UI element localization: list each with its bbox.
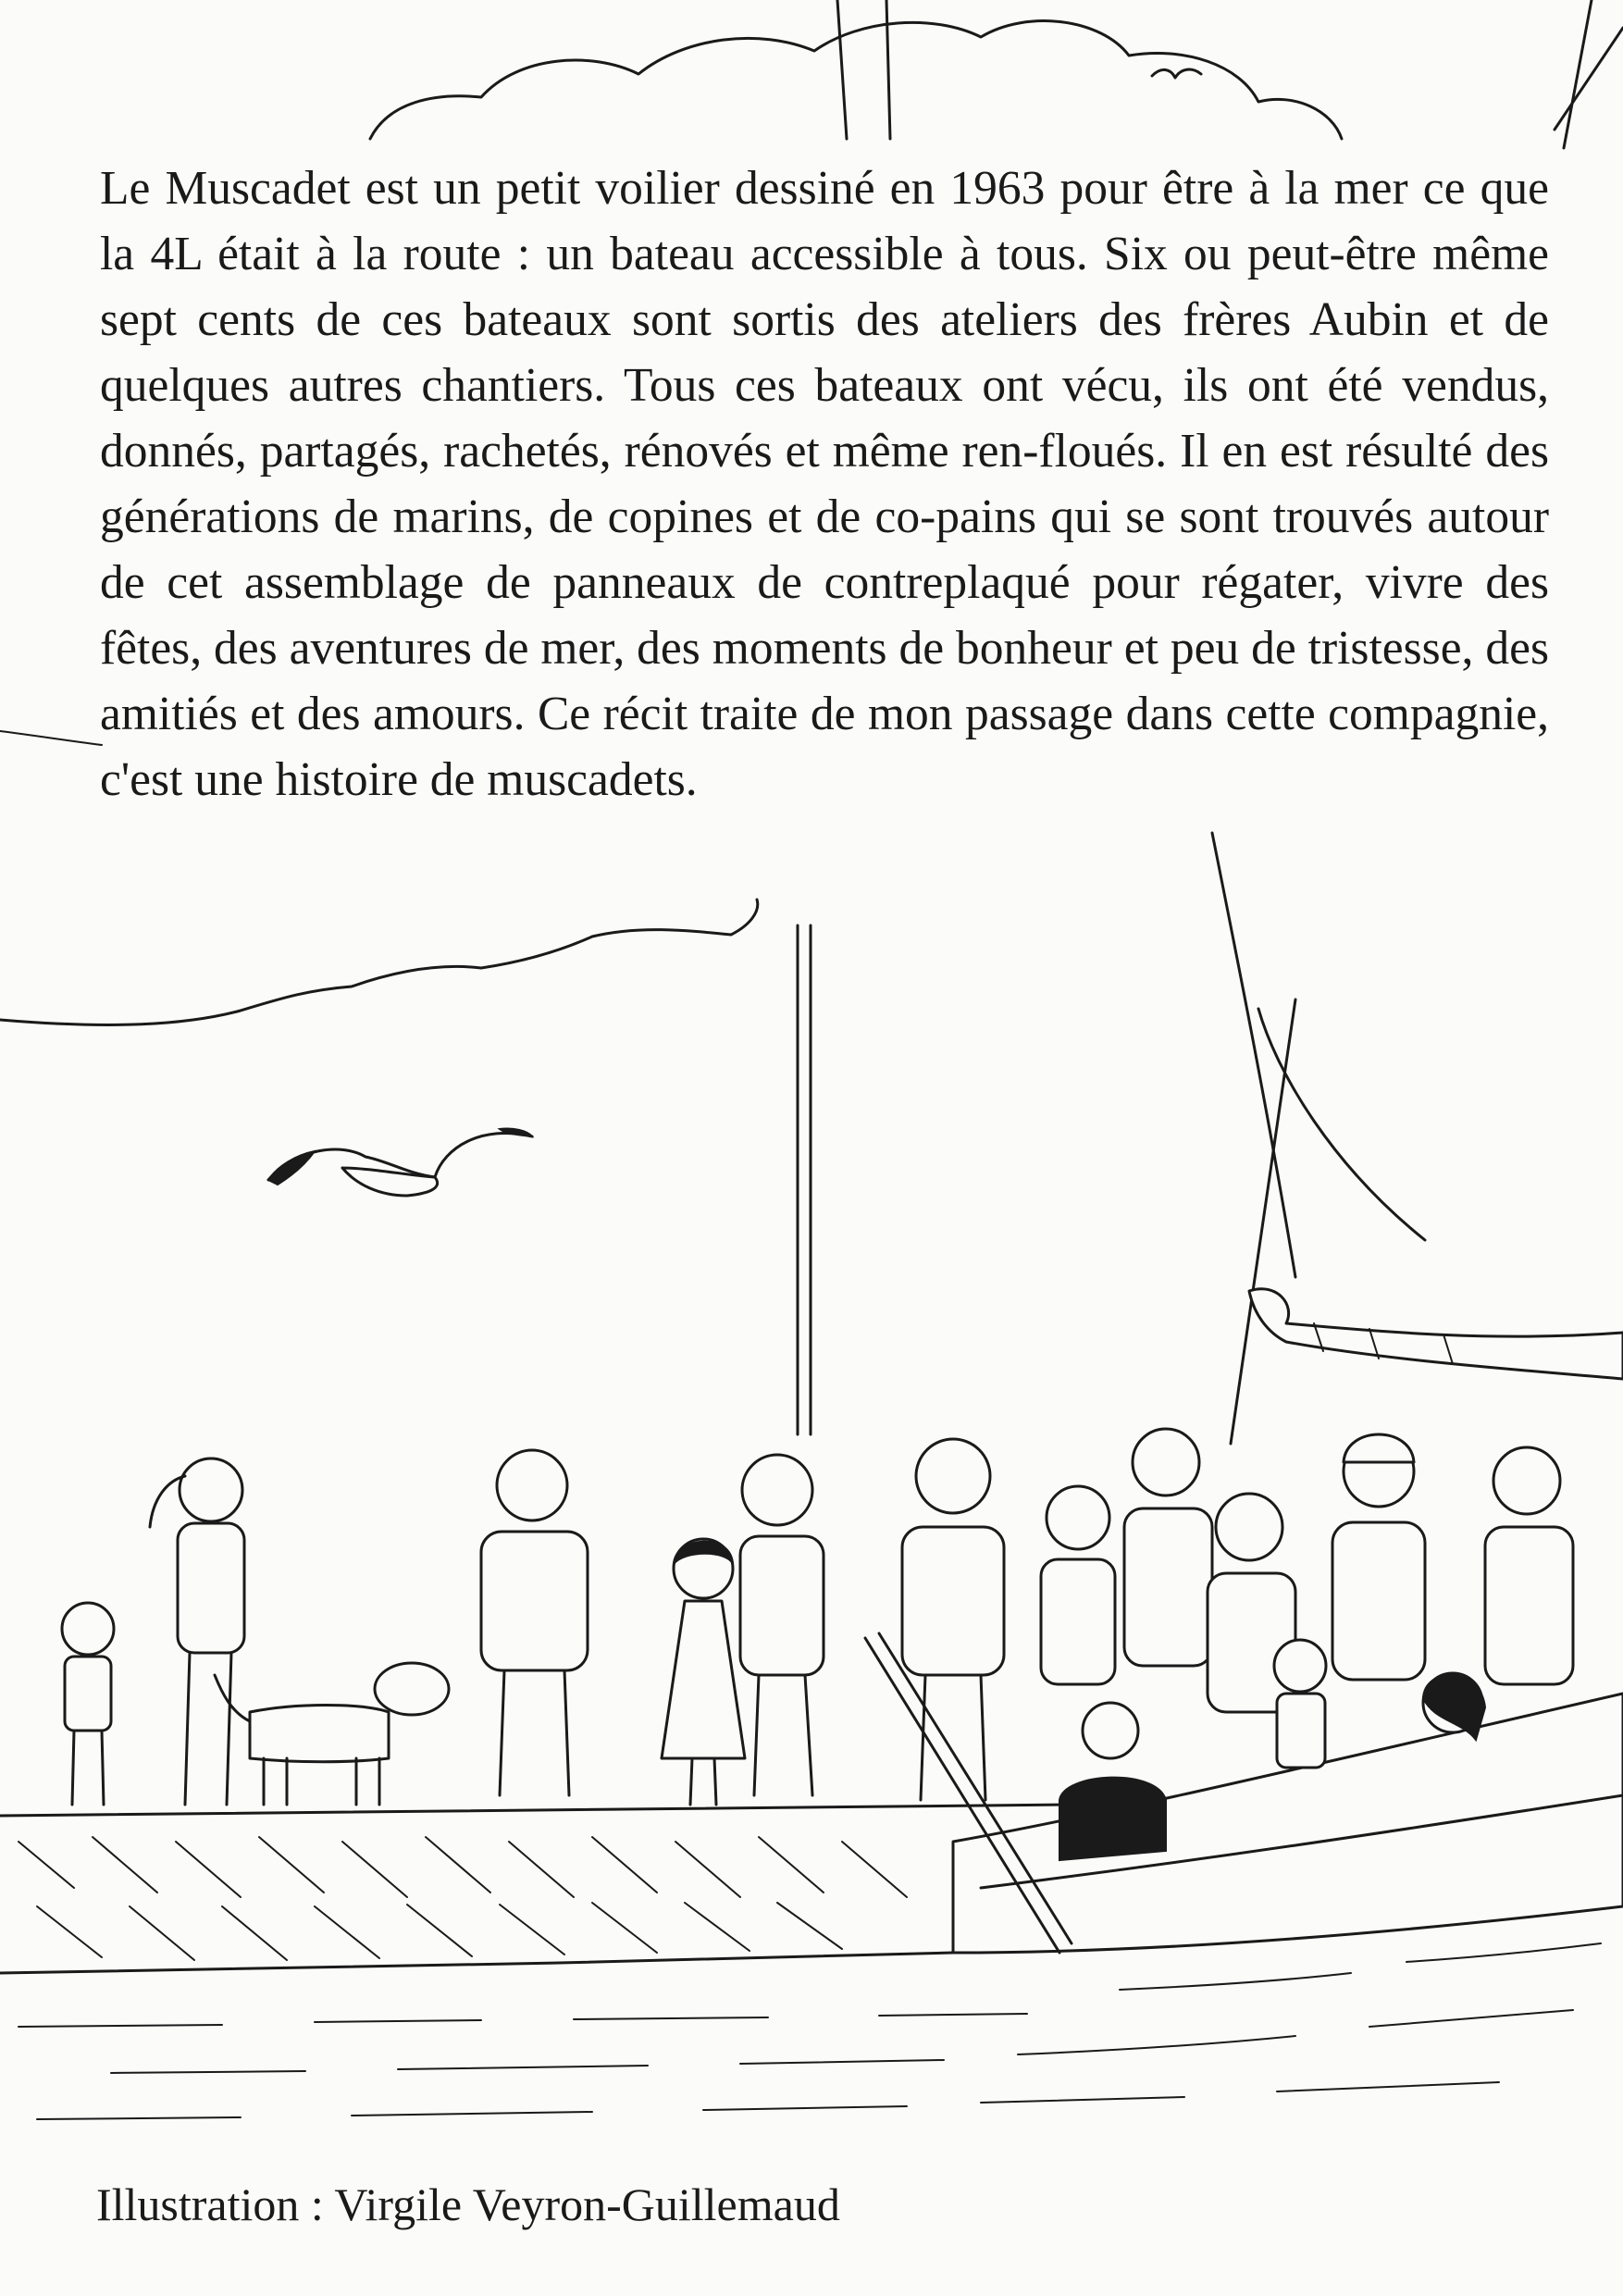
figure-man-center — [902, 1439, 1004, 1800]
figure-child-left — [62, 1603, 114, 1805]
illustration-credit: Illustration : Virgile Veyron-Guillemaud — [96, 2178, 840, 2230]
book-blurb: Le Muscadet est un petit voilier dessiné en 1963 pour être à la mer ce que la 4L était à la route : un bateau accessible à tous. Six ou peut-être même sept cents de ces bateaux sont sortis des ateliers des frères Aubin et de quelques autres chantiers. Tous ces bateaux ont vécu, ils ont été vendus, donnés, partagés, rachetés, rénovés et même ren-floués. Il en est résulté des générations de marins, de copines et de co-pains qui se sont trouvés autour de cet assemblage de panneaux de contreplaqué pour régater, vivre des fêtes, des aventures de mer, des moments de bonheur et peu de tristesse, des amitiés et des amours. Ce récit traite de mon passage dans cette compagnie, c'est une histoire de muscadets. — [100, 162, 1549, 806]
figure-man-beanie — [1332, 1434, 1425, 1680]
figure-child-right — [1274, 1640, 1326, 1768]
figure-woman-ponytail — [150, 1458, 244, 1805]
seagull — [268, 1128, 532, 1196]
figure-woman-boat — [1423, 1673, 1485, 1740]
rigging-top-right — [1564, 0, 1592, 148]
figure-seated-dark — [1059, 1703, 1166, 1860]
rigging-top-right-2 — [1555, 28, 1623, 130]
cloud-top — [370, 21, 1342, 139]
figure-older-man — [1124, 1429, 1212, 1666]
small-seagull — [1152, 69, 1201, 78]
mast-top-left — [837, 0, 847, 139]
cloud-lower — [0, 900, 758, 1024]
figure-dog — [215, 1663, 449, 1805]
pontoon-hatching — [19, 1837, 907, 1960]
figure-woman-glass — [740, 1455, 824, 1795]
figure-woman-right — [1485, 1447, 1573, 1684]
boom-sail — [1249, 1289, 1623, 1379]
pontoon-top — [0, 1805, 1073, 1816]
stay-1 — [1212, 833, 1295, 1277]
pontoon-bottom — [0, 1953, 953, 1973]
figure-woman-curly — [1041, 1486, 1115, 1684]
wind-line-left — [0, 731, 102, 745]
figure-girl-dress — [662, 1539, 745, 1805]
figure-man-shirt — [481, 1450, 588, 1795]
mast-top-mid — [886, 0, 890, 139]
